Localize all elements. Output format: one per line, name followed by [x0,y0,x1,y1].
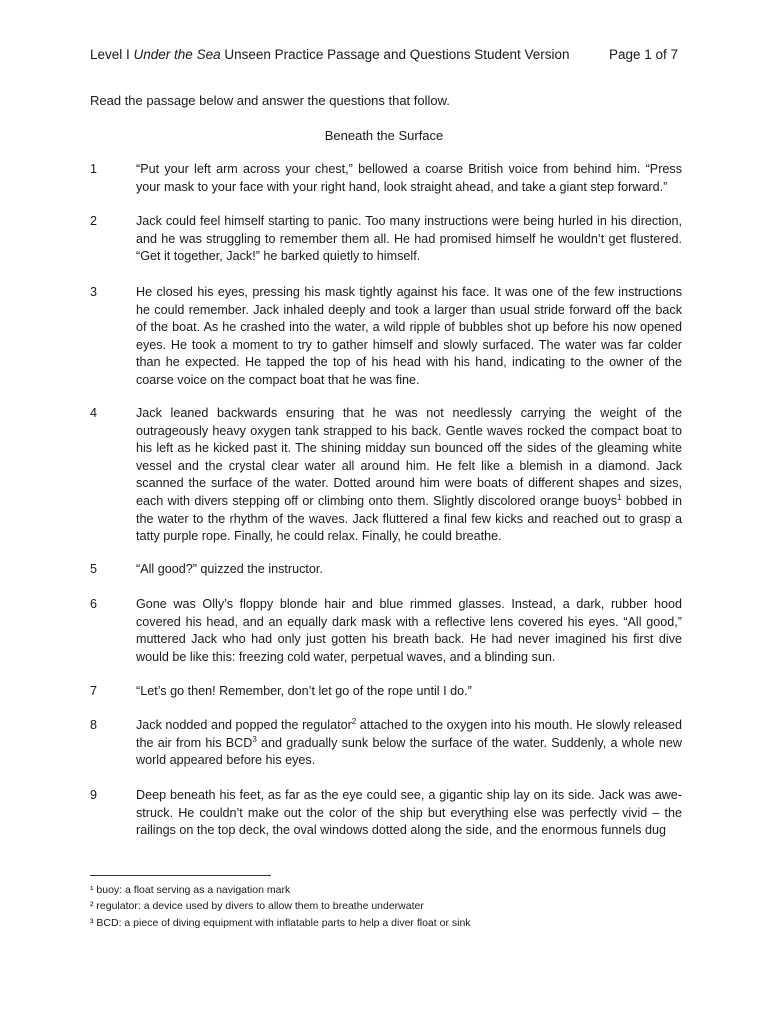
footnote-2 [90,898,471,914]
document-subtitle: Unseen Practice Passage and Questions Student Version [220,47,570,62]
paragraph-text: “Put your left arm across your chest,” bellowed a coarse British voice from behind him. “Press your mask to your face with your right hand, look straight ahead, and take a giant step forward.” [136,162,682,194]
page-header [90,46,678,64]
paragraph-text: Gone was Olly’s floppy blonde hair and blue rimmed glasses. Instead, a dark, rubber hood covered his head, and an equally dark mask with a reflective lens covered his eyes. “All good,” muttered Jack who had only just gotten his breath back. He had never imagined his first dive would be like this: freezing cold water, perpetual waves, and a blinding sun. [136,597,682,664]
paragraph-number: 9 [90,788,98,802]
paragraph-3 [90,284,682,390]
footnote-ref: 2 [351,716,357,726]
text-segment: attached to the oxygen into his mouth. He slowly released the air from his BCD [136,718,682,750]
text-segment: Jack nodded and popped the regulator [136,718,352,732]
footnote-ref: 3 [252,734,257,744]
paragraph-number: 5 [90,562,98,576]
paragraph-text: Jack could feel himself starting to panic. Too many instructions were being hurled in his direction, and he was struggling to remember them all. He had promised himself he wouldn’t get flustered. “Get it together, Jack!” he barked quietly to himself. [136,214,682,264]
level-label: Level I [90,47,134,62]
page-number: Page 1 of 7 [608,47,678,62]
text-segment: and gradually sunk below the surface of the water. Suddenly, a whole new world appeared before his eyes. [136,735,682,768]
paragraph-number: 2 [90,214,98,228]
paragraph-number: 6 [90,597,98,611]
paragraph-number: 8 [90,718,98,732]
paragraph-number: 1 [90,162,98,176]
paragraph-2 [90,213,682,266]
footnote-3 [90,915,471,931]
paragraph-text: “Let’s go then! Remember, don’t let go of the rope until I do.” [136,684,472,698]
paragraph-9 [90,787,682,840]
paragraph-number: 3 [90,285,98,299]
footnote-text: regulator: a device used by divers to allow them to breathe underwater [93,900,424,913]
paragraph-8 [90,717,682,770]
paragraph-6 [90,596,682,666]
paragraph-1 [90,161,682,196]
paragraph-7 [90,683,682,701]
paragraph-4 [90,405,682,546]
footnote-1 [90,882,471,898]
footnote-ref: 1 [617,492,622,502]
unit-title: Under the Sea [133,47,221,62]
footnote-text: buoy: a float serving as a navigation mark [93,884,291,896]
text-segment: Jack leaned backwards ensuring that he was not needlessly carrying the weight of the outrageously heavy oxygen tank strapped to his back. Gentle waves rocked the compact boat to his left as he kicked past it. The shining midday sun bounced off the sides of the gleaming white vessel and the crystal clear water all around him. He felt like a blemish in a diamond. Jack scanned the surface of the water. Dotted around him were boats of different shapes and sizes, each with divers stepping off or climbing onto them. Slightly discolored orange buoys [136,406,682,508]
paragraph-text: Deep beneath his feet, as far as the eye could see, a gigantic ship lay on its side. Jack was awe-struck. He couldn’t make out the color of the ship but everything else was perfectly vivid – the railings on the top deck, the oval windows dotted along the side, and the enormous funnels dug [136,788,682,838]
footnote-mark: ¹ [90,884,94,896]
paragraph-number: 7 [90,684,98,698]
paragraph-text [136,405,682,546]
footnote-divider [90,875,271,876]
instructions: Read the passage below and answer the questions that follow. [90,93,450,108]
paragraph-text [136,717,682,770]
paragraph-5 [90,561,682,579]
footnote-mark: ² [90,900,94,913]
footnote-mark: ³ [90,916,94,929]
document-title [90,46,570,64]
footnote-text: BCD: a piece of diving equipment with inflatable parts to help a diver float or sink [93,916,471,929]
footnotes [90,882,471,931]
text-segment: bobbed in the water to the rhythm of the waves. Jack fluttered a final few kicks and reached out to grasp a tatty purple rope. Finally, he could relax. Finally, he could breathe. [136,493,682,544]
passage-title: Beneath the Surface [324,128,444,143]
paragraph-text: He closed his eyes, pressing his mask tightly against his face. It was one of the few instructions he could remember. Jack inhaled deeply and took a larger than usual stride forward off the back of the boat. As he crashed into the water, a wild ripple of bubbles shot up before his now opened eyes. He took a moment to try to gather himself and slowly surfaced. The water was far colder than he expected. He tapped the top of his head with his hand, indicating to the owner of the coarse voice on the compact boat that he was fine. [136,285,682,387]
paragraph-text: “All good?” quizzed the instructor. [136,562,323,576]
paragraph-number: 4 [90,406,98,420]
